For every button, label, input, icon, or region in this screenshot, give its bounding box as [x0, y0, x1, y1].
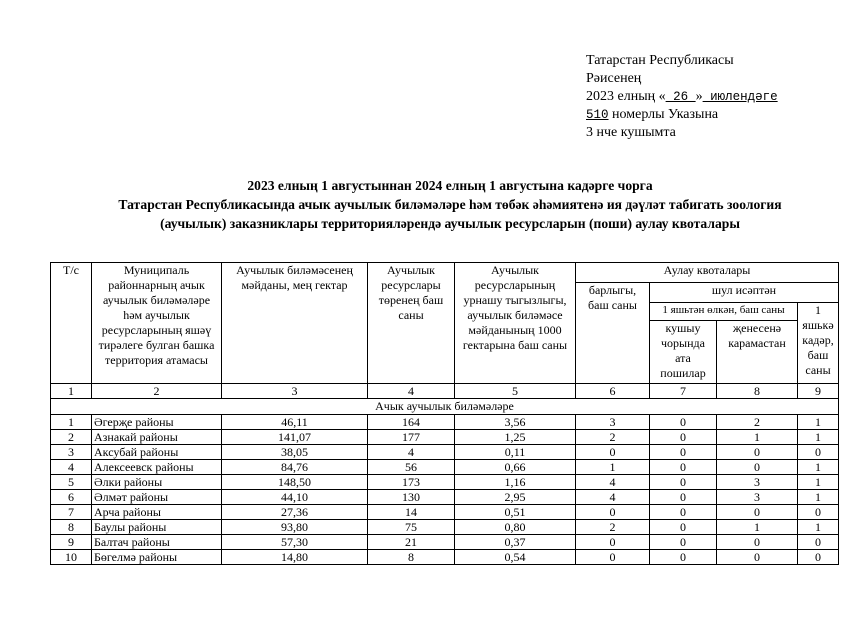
- row-area: 93,80: [222, 520, 368, 535]
- row-count: 14: [368, 505, 455, 520]
- row-total: 0: [576, 535, 650, 550]
- header-density: Аучылык ресурсларының урнашу тыгызлыгы, аучылык биләмәсе мәйданының 1000 гектарына баш саны: [455, 263, 576, 384]
- colnum: 5: [455, 384, 576, 399]
- row-density: 0,51: [455, 505, 576, 520]
- row-no-sex: 1: [717, 430, 798, 445]
- document-title: [60, 176, 840, 233]
- row-number: 8: [51, 520, 92, 535]
- row-number: 5: [51, 475, 92, 490]
- header-municipal: Муниципаль районнарның ачык аучылык биләмәләре һәм аучылык ресурсларының яшәү тирәлеге булган башка территория атамасы: [92, 263, 222, 384]
- address-line-3: [586, 88, 778, 106]
- row-area: 27,36: [222, 505, 368, 520]
- table-row: [51, 445, 839, 460]
- row-total: 2: [576, 520, 650, 535]
- header-tc: Т/с: [51, 263, 92, 384]
- row-count: 8: [368, 550, 455, 565]
- row-count: 130: [368, 490, 455, 505]
- address-line-4: [586, 106, 778, 124]
- header-including: шул исәптән: [650, 283, 839, 303]
- row-total: 0: [576, 445, 650, 460]
- title-line-3: (аучылык) заказниклары территорияләрендә аучылык ресурсларын (поши) аулау квоталары: [160, 216, 740, 231]
- row-density: 0,54: [455, 550, 576, 565]
- header-count: Аучылык ресурслары төренең баш саны: [368, 263, 455, 384]
- row-number: 3: [51, 445, 92, 460]
- table-row: [51, 415, 839, 430]
- row-rut-males: 0: [650, 550, 717, 565]
- row-area: 14,80: [222, 550, 368, 565]
- row-area: 84,76: [222, 460, 368, 475]
- row-no-sex: 0: [717, 445, 798, 460]
- header-rut-males: кушыу чорында ата пошилар: [650, 321, 717, 384]
- row-total: 4: [576, 490, 650, 505]
- colnum: 2: [92, 384, 222, 399]
- row-area: 148,50: [222, 475, 368, 490]
- row-name: Арча районы: [92, 505, 222, 520]
- date-prefix: 2023 елның «: [586, 89, 666, 104]
- row-total: 0: [576, 550, 650, 565]
- section-label: Ачык аучылык биләмәләре: [51, 399, 839, 415]
- table-row: [51, 490, 839, 505]
- row-total: 1: [576, 460, 650, 475]
- row-name: Баулы районы: [92, 520, 222, 535]
- row-count: 21: [368, 535, 455, 550]
- row-name: Балтач районы: [92, 535, 222, 550]
- row-number: 10: [51, 550, 92, 565]
- colnum: 1: [51, 384, 92, 399]
- row-name: Алексеевск районы: [92, 460, 222, 475]
- row-density: 0,37: [455, 535, 576, 550]
- row-no-sex: 0: [717, 550, 798, 565]
- row-rut-males: 0: [650, 505, 717, 520]
- row-one-year: 1: [798, 490, 839, 505]
- header-quotas: Аулау квоталары: [576, 263, 839, 283]
- row-rut-males: 0: [650, 430, 717, 445]
- row-name: Әгерҗе районы: [92, 415, 222, 430]
- row-one-year: 1: [798, 415, 839, 430]
- row-name: Әлмәт районы: [92, 490, 222, 505]
- decree-suffix: номерлы Указына: [608, 107, 719, 122]
- row-one-year: 0: [798, 550, 839, 565]
- row-no-sex: 3: [717, 475, 798, 490]
- row-one-year: 0: [798, 535, 839, 550]
- row-name: Аксубай районы: [92, 445, 222, 460]
- row-no-sex: 0: [717, 505, 798, 520]
- row-total: 0: [576, 505, 650, 520]
- row-one-year: 0: [798, 505, 839, 520]
- date-mid: »: [695, 89, 703, 104]
- colnum: 4: [368, 384, 455, 399]
- title-line-1: 2023 елның 1 августыннан 2024 елның 1 августына кадәрге чорга: [247, 178, 653, 193]
- row-count: 4: [368, 445, 455, 460]
- row-no-sex: 0: [717, 535, 798, 550]
- row-area: 38,05: [222, 445, 368, 460]
- row-total: 3: [576, 415, 650, 430]
- table-row: [51, 550, 839, 565]
- row-area: 46,11: [222, 415, 368, 430]
- row-rut-males: 0: [650, 520, 717, 535]
- row-area: 141,07: [222, 430, 368, 445]
- row-density: 3,56: [455, 415, 576, 430]
- colnum: 7: [650, 384, 717, 399]
- row-no-sex: 0: [717, 460, 798, 475]
- row-number: 2: [51, 430, 92, 445]
- header-no-sex: җенесенә карамастан: [717, 321, 798, 384]
- quota-table: [50, 262, 839, 565]
- row-name: Бөгелмә районы: [92, 550, 222, 565]
- row-rut-males: 0: [650, 415, 717, 430]
- row-density: 0,80: [455, 520, 576, 535]
- row-one-year: 1: [798, 460, 839, 475]
- row-count: 177: [368, 430, 455, 445]
- address-line-2: Рәисенең: [586, 71, 642, 86]
- address-block: [586, 52, 778, 142]
- address-line-1: Татарстан Республикасы: [586, 53, 734, 68]
- header-total: барлыгы, баш саны: [576, 283, 650, 384]
- row-no-sex: 3: [717, 490, 798, 505]
- row-count: 173: [368, 475, 455, 490]
- table-row: [51, 535, 839, 550]
- row-number: 4: [51, 460, 92, 475]
- row-total: 4: [576, 475, 650, 490]
- table-row: [51, 460, 839, 475]
- row-area: 44,10: [222, 490, 368, 505]
- row-rut-males: 0: [650, 535, 717, 550]
- table-row: [51, 520, 839, 535]
- header-area: Аучылык биләмәсенең мәйданы, мең гектар: [222, 263, 368, 384]
- row-total: 2: [576, 430, 650, 445]
- row-one-year: 1: [798, 430, 839, 445]
- row-one-year: 0: [798, 445, 839, 460]
- row-density: 1,16: [455, 475, 576, 490]
- row-rut-males: 0: [650, 460, 717, 475]
- table-row: [51, 430, 839, 445]
- row-no-sex: 2: [717, 415, 798, 430]
- row-area: 57,30: [222, 535, 368, 550]
- row-count: 56: [368, 460, 455, 475]
- row-number: 6: [51, 490, 92, 505]
- row-count: 75: [368, 520, 455, 535]
- colnum: 6: [576, 384, 650, 399]
- row-density: 0,66: [455, 460, 576, 475]
- colnum: 3: [222, 384, 368, 399]
- address-line-5: 3 нче кушымта: [586, 125, 676, 140]
- decree-number: 510: [586, 108, 609, 122]
- row-density: 2,95: [455, 490, 576, 505]
- title-line-2: Татарстан Республикасында ачык аучылык биләмәләре һәм төбәк әһәмиятенә ия дәүләт табигать зоология: [118, 197, 782, 212]
- row-one-year: 1: [798, 475, 839, 490]
- row-rut-males: 0: [650, 445, 717, 460]
- row-number: 9: [51, 535, 92, 550]
- table-row: [51, 505, 839, 520]
- row-count: 164: [368, 415, 455, 430]
- row-density: 1,25: [455, 430, 576, 445]
- row-one-year: 1: [798, 520, 839, 535]
- table-row: [51, 475, 839, 490]
- column-number-row: [51, 384, 839, 399]
- row-density: 0,11: [455, 445, 576, 460]
- row-name: Әлки районы: [92, 475, 222, 490]
- header-over-one-year: 1 яшьтән өлкән, баш саны: [650, 303, 798, 321]
- date-day: 26: [665, 90, 696, 104]
- header-one-year: 1 яшькә кадәр, баш саны: [798, 303, 839, 384]
- row-rut-males: 0: [650, 490, 717, 505]
- date-month: июлендәге: [702, 90, 778, 104]
- row-name: Азнакай районы: [92, 430, 222, 445]
- row-no-sex: 1: [717, 520, 798, 535]
- colnum: 8: [717, 384, 798, 399]
- row-number: 1: [51, 415, 92, 430]
- row-rut-males: 0: [650, 475, 717, 490]
- row-number: 7: [51, 505, 92, 520]
- colnum: 9: [798, 384, 839, 399]
